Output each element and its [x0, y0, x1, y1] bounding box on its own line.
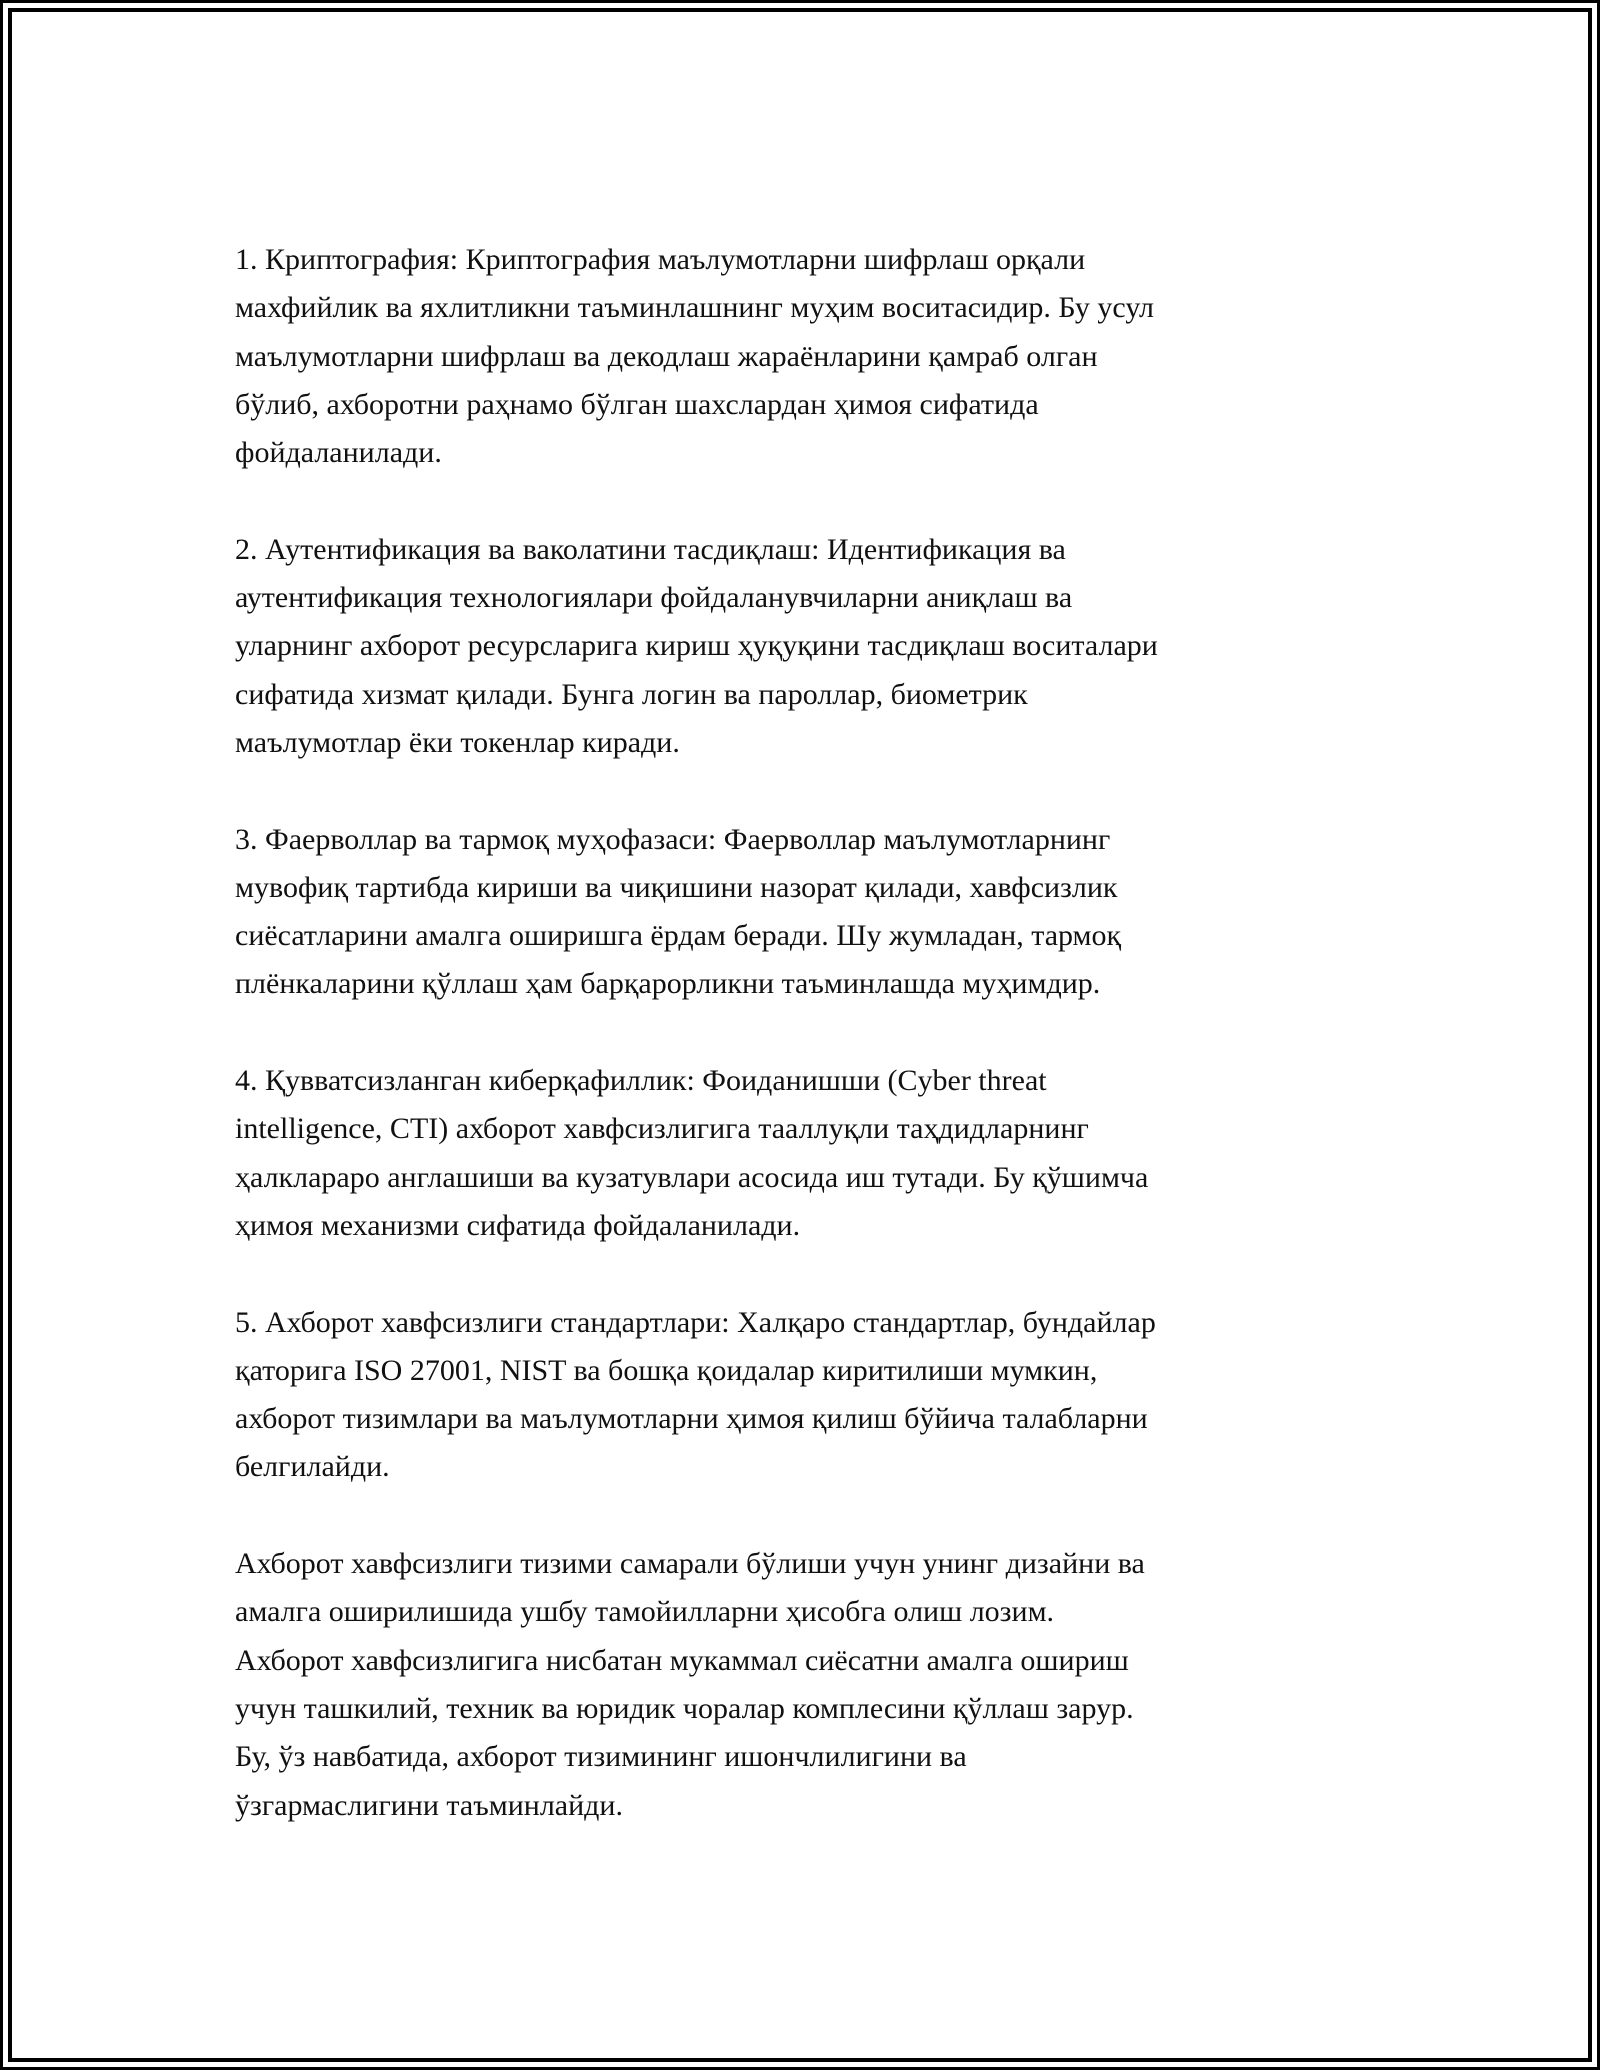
text-line: қаторига ISO 27001, NIST ва бошқа қоидалар киритилиши мумкин, — [235, 1353, 1098, 1387]
text-line: Ахборот хавфсизлигига нисбатан мукаммал сиёсатни амалга ошириш — [235, 1643, 1129, 1677]
text-line: махфийлик ва яхлитликни таъминлашнинг муҳим воситасидир. Бу усул — [235, 291, 1154, 325]
text-line: маълумотлар ёки токенлар киради. — [235, 725, 680, 759]
text-line: учун ташкилий, техник ва юридик чоралар комплесини қўллаш зарур. — [235, 1691, 1134, 1725]
paragraph — [235, 236, 1415, 477]
text-line: уларнинг ахборот ресурсларига кириш ҳуқуқини тасдиқлаш воситалари — [235, 629, 1158, 663]
paragraph — [235, 1299, 1415, 1492]
text-line: ахборот тизимлари ва маълумотларни ҳимоя қилиш бўйича талабларни — [235, 1402, 1148, 1436]
text-line: 3. Фаерволлар ва тармоқ муҳофазаси: Фаерволлар маълумотларнинг — [235, 822, 1111, 856]
paragraph — [235, 526, 1415, 767]
text-line: ҳимоя механизми сифатида фойдаланилади. — [235, 1208, 801, 1242]
text-line: сифатида хизмат қилади. Бунга логин ва пароллар, биометрик — [235, 677, 1028, 711]
text-line: 2. Аутентификация ва ваколатини тасдиқлаш: Идентификация ва — [235, 532, 1066, 566]
text-line: бўлиб, ахборотни раҳнамо бўлган шахслардан ҳимоя сифатида — [235, 387, 1039, 421]
text-line: мувофиқ тартибда кириши ва чиқишини назорат қилади, хавфсизлик — [235, 870, 1118, 904]
text-line: intelligence, CTI) ахборот хавфсизлигига тааллуқли таҳдидларнинг — [235, 1112, 1089, 1146]
text-line: 5. Ахборот хавфсизлиги стандартлари: Халқаро стандартлар, бундайлар — [235, 1305, 1156, 1339]
text-line: Бу, ўз навбатида, ахборот тизимининг ишончлилигини ва — [235, 1740, 967, 1774]
document-body — [235, 236, 1415, 1878]
text-line: 1. Криптография: Криптография маълумотларни шифрлаш орқали — [235, 243, 1086, 276]
text-line: аутентификация технологиялари фойдаланувчиларни аниқлаш ва — [235, 581, 1073, 615]
text-line: маълумотларни шифрлаш ва декодлаш жараёнларини қамраб олган — [235, 339, 1098, 373]
text-line: фойдаланилади. — [235, 436, 442, 470]
text-line: ўзгармаслигини таъминлайди. — [235, 1788, 623, 1822]
text-line: Ахборот хавфсизлиги тизими самарали бўлиши учун унинг дизайни ва — [235, 1547, 1145, 1581]
text-line: сиёсатларини амалга оширишга ёрдам беради. Шу жумладан, тармоқ — [235, 919, 1122, 953]
text-line: плёнкаларини қўллаш ҳам барқарорликни таъминлашда муҳимдир. — [235, 967, 1101, 1001]
text-line: белгилайди. — [235, 1450, 390, 1484]
paragraph — [235, 1057, 1415, 1250]
paragraph — [235, 816, 1415, 1009]
paragraph — [235, 1540, 1415, 1830]
text-line: 4. Қувватсизланган киберқафиллик: Фоиданишши (Cyber threat — [235, 1064, 1047, 1098]
text-line: амалга оширилишида ушбу тамойилларни ҳисобга олиш лозим. — [235, 1595, 1055, 1629]
text-line: ҳалклараро англашиши ва кузатувлари асосида иш тутади. Бу қўшимча — [235, 1160, 1149, 1194]
